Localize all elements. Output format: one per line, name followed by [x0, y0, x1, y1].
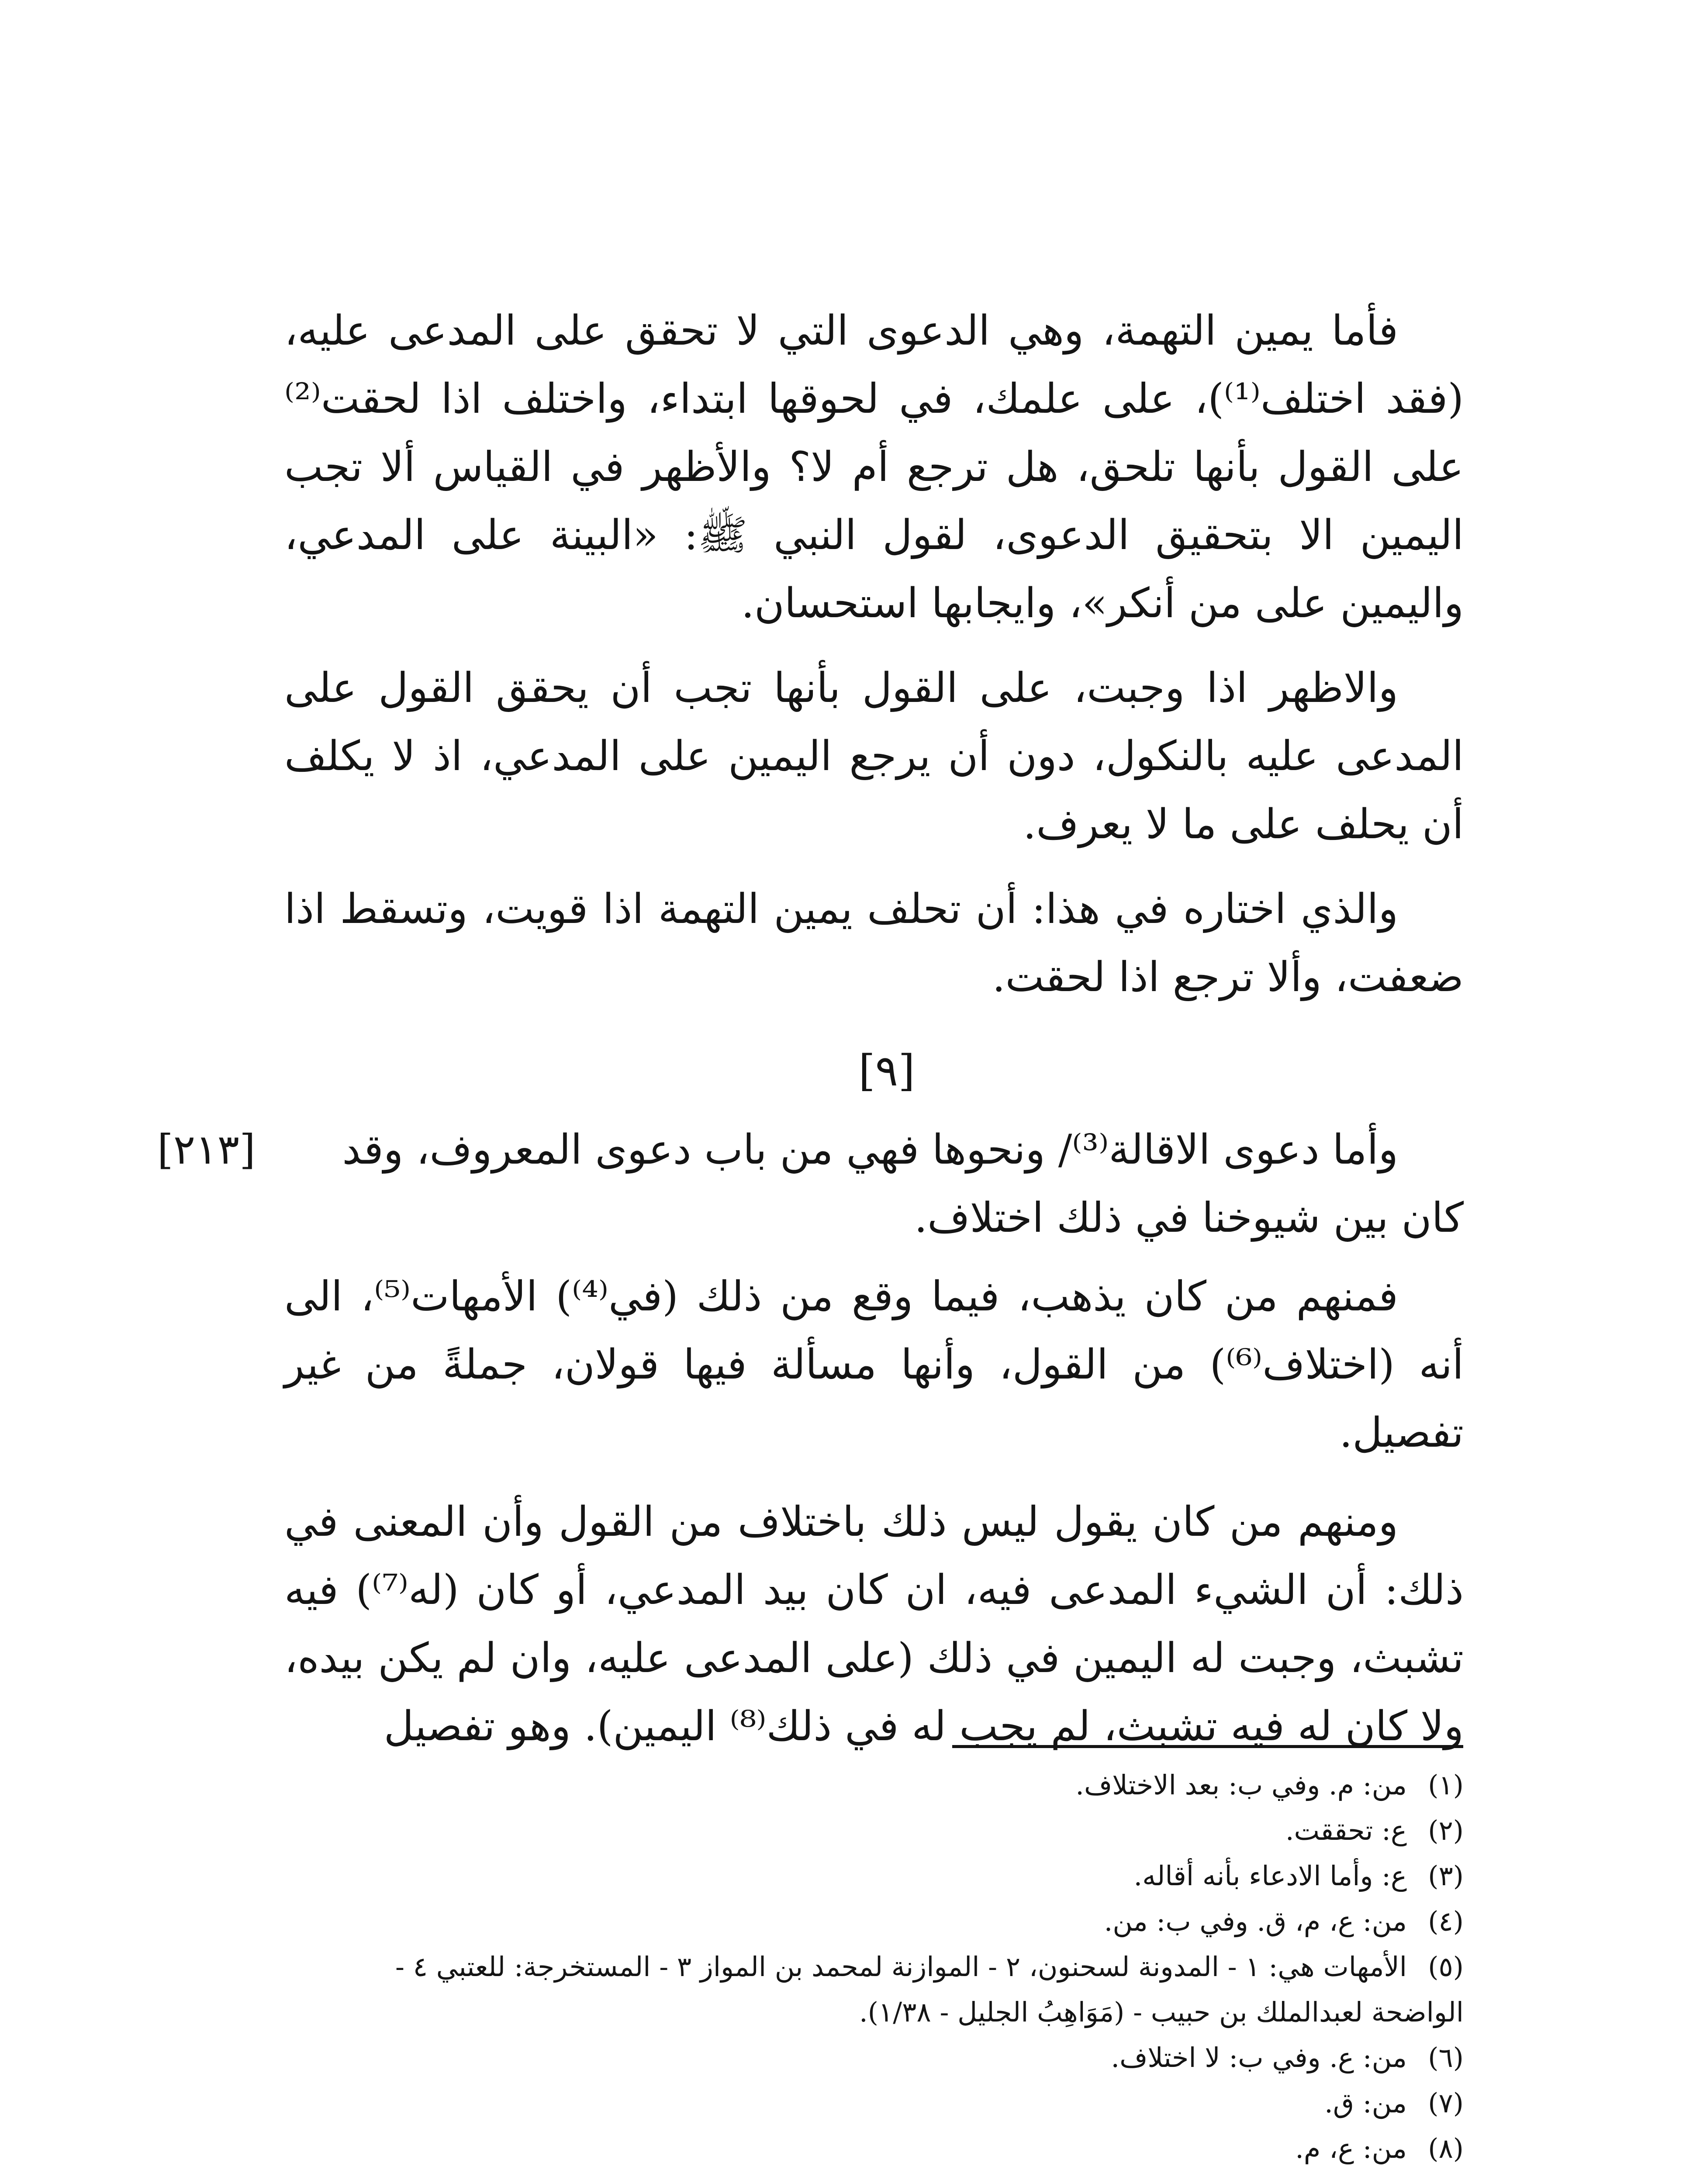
- footnote-number: (٢): [1428, 1814, 1464, 1846]
- footnote-text: من: ع، م، ق. وفي ب: من.: [1104, 1905, 1407, 1937]
- footnote-text: ع: وأما الادعاء بأنه أقاله.: [1133, 1860, 1407, 1892]
- footnote-text: من: ق.: [1324, 2087, 1407, 2119]
- footnote-number: (١): [1428, 1769, 1464, 1801]
- footnote-text: من: م. وفي ب: بعد الاختلاف.: [1075, 1769, 1407, 1801]
- paragraph-4: [157, 1116, 1464, 1184]
- continuation-block: [157, 1116, 1464, 1777]
- footnote-5: [284, 1944, 1464, 1990]
- paragraph-1: فأما يمين التهمة، وهي الدعوى التي لا تحقق على المدعى عليه، (فقد اختلف⁽¹⁾)، على علمك، في لحوقها ابتداء، واختلف اذا لحقت⁽²⁾ على القول بأنها تلحق، هل ترجع أم لا؟ والأظهر في القياس ألا تجب اليمين الا بتحقيق الدعوى، لقول النبي ﷺ: «البينة على المدعي، واليمين على من أنكر»، وايجابها استحسان.: [284, 307, 1464, 627]
- footnote-text: الأمهات هي: ١ - المدونة لسحنون، ٢ - الموازنة لمحمد بن المواز ٣ - المستخرجة: للعتبي ٤ -: [395, 1951, 1407, 1983]
- footnote-number: (٣): [1428, 1860, 1464, 1892]
- footnote-6: [284, 2035, 1464, 2080]
- footnote-divider: [952, 1745, 1463, 1748]
- footnote-4: [284, 1899, 1464, 1944]
- paragraph-5: كان بين شيوخنا في ذلك اختلاف.: [914, 1194, 1464, 1242]
- footnote-3: [284, 1853, 1464, 1899]
- paragraph-6: فمنهم من كان يذهب، فيما وقع من ذلك (في⁽⁴⁾) الأمهات⁽⁵⁾، الى أنه (اختلاف⁽⁶⁾) من القول، وأنها مسألة فيها قولان، جملةً من غير تفصيل.: [284, 1273, 1464, 1457]
- footnote-5-continuation: الواضحة لعبدالملك بن حبيب - (مَوَاهِبُ الجليل - ١/٣٨).: [859, 1996, 1464, 2028]
- footnote-number: (٧): [1428, 2087, 1464, 2119]
- paragraph-2: والاظهر اذا وجبت، على القول بأنها تجب أن يحقق القول على المدعى عليه بالنكول، دون أن يرجع اليمين على المدعي، اذ لا يكلف أن يحلف على ما لا يعرف.: [284, 664, 1464, 848]
- paragraph-7: ومنهم من كان يقول ليس ذلك باختلاف من القول وأن المعنى في ذلك: أن الشيء المدعى فيه، ان كان بيد المدعي، أو كان (له⁽⁷⁾) فيه تشبث، وجبت له اليمين في ذلك (على المدعى عليه، وان لم يكن بيده، ولا كان له فيه تشبث، لم يجب له في ذلك⁽⁸⁾ اليمين). وهو تفصيل: [284, 1498, 1464, 1750]
- footnote-8: [284, 2126, 1464, 2171]
- section-number: [٩]: [858, 1046, 915, 1096]
- paragraph-3: والذي اختاره في هذا: أن تحلف يمين التهمة اذا قويت، وتسقط اذا ضعفت، وألا ترجع اذا لحقت.: [284, 885, 1464, 1001]
- manuscript-page-mark: [٢١٣]: [157, 1126, 256, 1174]
- footnote-2: [284, 1808, 1464, 1853]
- footnote-text: من: ع. وفي ب: لا اختلاف.: [1111, 2042, 1407, 2073]
- footnote-number: (٨): [1428, 2132, 1464, 2164]
- paragraph-4-text: وأما دعوى الاقالة⁽³⁾/ ونحوها فهي من باب دعوى المعروف، وقد: [342, 1126, 1398, 1174]
- footnote-7: [284, 2080, 1464, 2126]
- footnote-text: ع: تحققت.: [1285, 1814, 1407, 1846]
- footnotes: [284, 1762, 1464, 2171]
- footnote-number: (٥): [1428, 1951, 1464, 1983]
- footnote-text: من: ع، م.: [1295, 2132, 1407, 2164]
- main-text-block: [284, 297, 1464, 1016]
- footnote-number: (٤): [1428, 1905, 1464, 1937]
- footnote-number: (٦): [1428, 2042, 1464, 2073]
- footnote-1: [284, 1762, 1464, 1808]
